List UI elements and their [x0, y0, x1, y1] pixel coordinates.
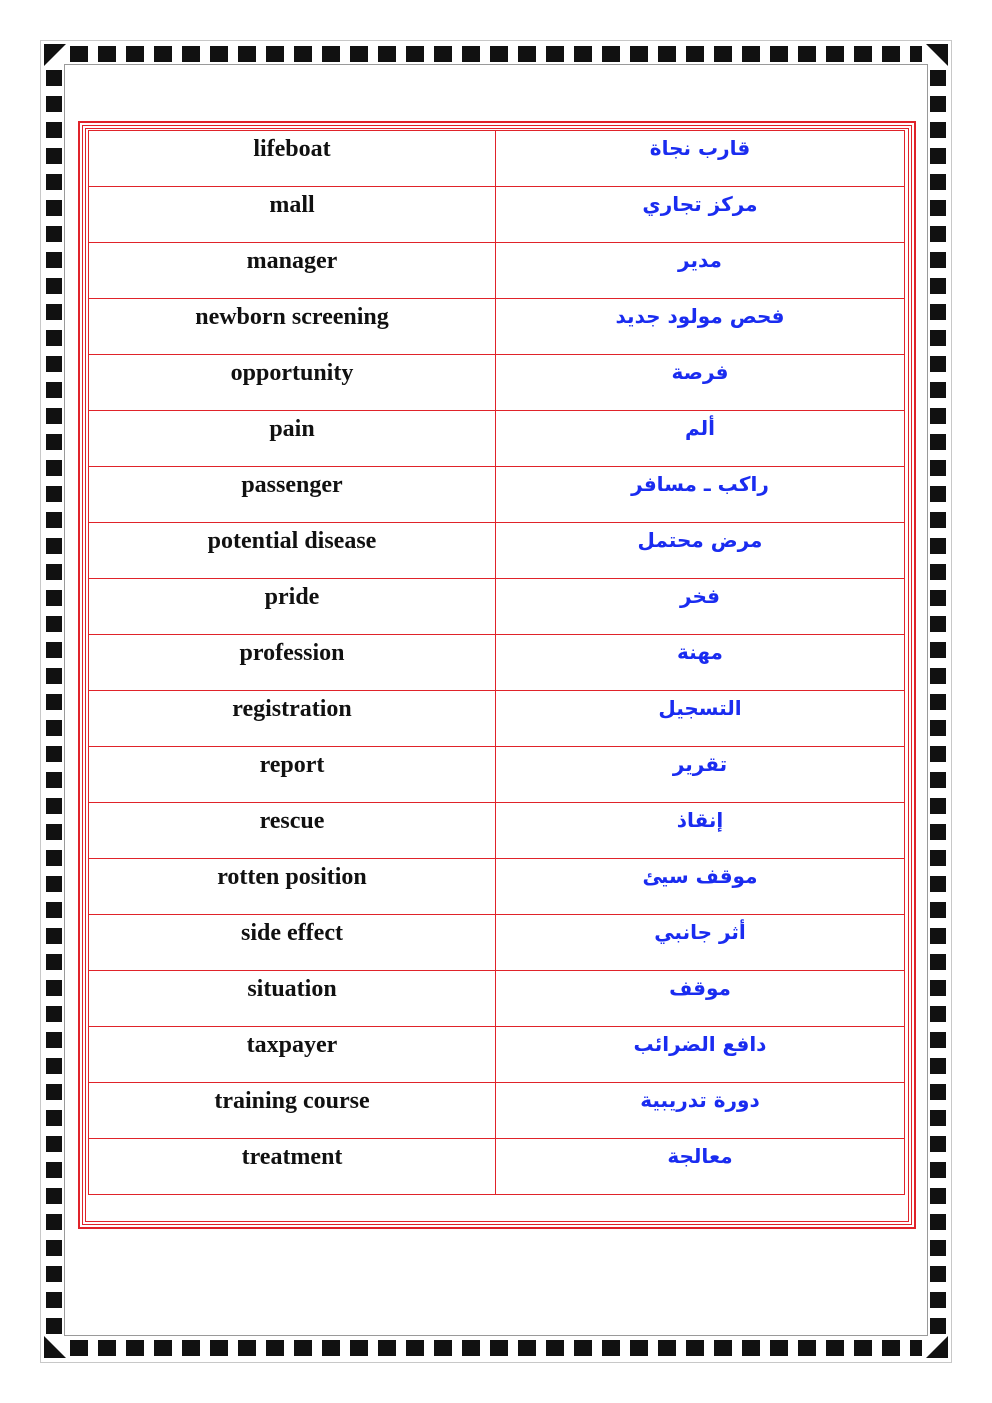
arabic-translation: فرصة — [496, 355, 905, 411]
english-term: opportunity — [89, 355, 496, 411]
english-term: report — [89, 747, 496, 803]
english-term: rescue — [89, 803, 496, 859]
table-row — [89, 523, 905, 579]
table-row — [89, 747, 905, 803]
english-term: lifeboat — [89, 131, 496, 187]
table-row — [89, 971, 905, 1027]
arabic-translation: إنقاذ — [496, 803, 905, 859]
frame-dash-left — [46, 70, 62, 1334]
arabic-translation: معالجة — [496, 1139, 905, 1195]
arabic-translation: فحص مولود جديد — [496, 299, 905, 355]
english-term: potential disease — [89, 523, 496, 579]
frame-dash-right — [930, 70, 946, 1334]
table-row — [89, 803, 905, 859]
table-row — [89, 131, 905, 187]
table-row — [89, 859, 905, 915]
english-term: profession — [89, 635, 496, 691]
english-term: training course — [89, 1083, 496, 1139]
table-row — [89, 355, 905, 411]
table-row — [89, 1083, 905, 1139]
english-term: treatment — [89, 1139, 496, 1195]
table-row — [89, 1027, 905, 1083]
english-term: taxpayer — [89, 1027, 496, 1083]
english-term: mall — [89, 187, 496, 243]
english-term: pain — [89, 411, 496, 467]
arabic-translation: موقف — [496, 971, 905, 1027]
arabic-translation: دورة تدريبية — [496, 1083, 905, 1139]
vocabulary-table — [88, 130, 905, 1195]
table-row — [89, 691, 905, 747]
arabic-translation: تقرير — [496, 747, 905, 803]
english-term: manager — [89, 243, 496, 299]
table-row — [89, 579, 905, 635]
table-row — [89, 915, 905, 971]
arabic-translation: موقف سيئ — [496, 859, 905, 915]
english-term: pride — [89, 579, 496, 635]
table-row — [89, 299, 905, 355]
table-row — [89, 467, 905, 523]
english-term: passenger — [89, 467, 496, 523]
arabic-translation: دافع الضرائب — [496, 1027, 905, 1083]
table-row — [89, 187, 905, 243]
frame-dash-bottom — [70, 1340, 922, 1356]
english-term: situation — [89, 971, 496, 1027]
table-row — [89, 243, 905, 299]
arabic-translation: مدير — [496, 243, 905, 299]
arabic-translation: فخر — [496, 579, 905, 635]
arabic-translation: راكب ـ مسافر — [496, 467, 905, 523]
table-row — [89, 635, 905, 691]
frame-dash-top — [70, 46, 922, 62]
english-term: newborn screening — [89, 299, 496, 355]
arabic-translation: التسجيل — [496, 691, 905, 747]
arabic-translation: مهنة — [496, 635, 905, 691]
arabic-translation: أثر جانبي — [496, 915, 905, 971]
english-term: rotten position — [89, 859, 496, 915]
english-term: registration — [89, 691, 496, 747]
arabic-translation: ألم — [496, 411, 905, 467]
arabic-translation: مركز تجاري — [496, 187, 905, 243]
table-row — [89, 1139, 905, 1195]
arabic-translation: مرض محتمل — [496, 523, 905, 579]
table-row — [89, 411, 905, 467]
english-term: side effect — [89, 915, 496, 971]
arabic-translation: قارب نجاة — [496, 131, 905, 187]
